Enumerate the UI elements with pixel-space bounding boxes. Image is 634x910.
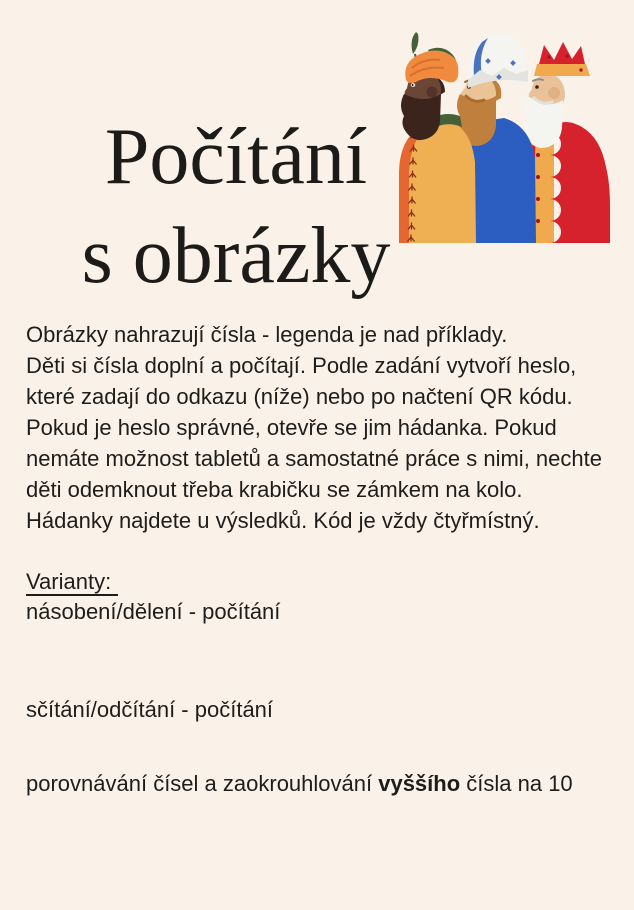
page-title-line-2: s obrázky <box>81 212 391 300</box>
intro-line: Obrázky nahrazují čísla - legenda je nad příklady. <box>26 322 508 347</box>
intro-line: děti odemknout třeba krabičku se zámkem na kolo. <box>26 477 523 502</box>
variant-text-bold: vyššího <box>378 771 461 796</box>
intro-line: Hádanky najdete u výsledků. Kód je vždy čtyřmístný. <box>26 508 540 533</box>
variant-item-addition: sčítání/odčítání - počítání <box>26 697 274 722</box>
intro-line: Děti si čísla doplní a počítají. Podle zadání vytvoří heslo, <box>26 353 577 378</box>
page-title-line-1: Počítání <box>104 113 368 201</box>
variant-text-prefix: porovnávání čísel a zaokrouhlování <box>26 771 379 796</box>
variants-heading: Varianty: <box>26 566 118 597</box>
three-kings-illustration <box>398 30 612 245</box>
intro-line: nemáte možnost tabletů a samostatné práce s nimi, nechte <box>26 446 602 471</box>
intro-paragraph <box>26 319 602 536</box>
variant-item-comparison <box>26 768 573 799</box>
variant-text-suffix: čísla na 10 <box>460 771 573 796</box>
variant-item-multiplication: násobení/dělení - počítání <box>26 599 281 624</box>
intro-line: Pokud je heslo správné, otevře se jim hádanka. Pokud <box>26 415 557 440</box>
king-yellow <box>399 32 476 243</box>
intro-line: které zadají do odkazu (níže) nebo po načtení QR kódu. <box>26 384 573 409</box>
